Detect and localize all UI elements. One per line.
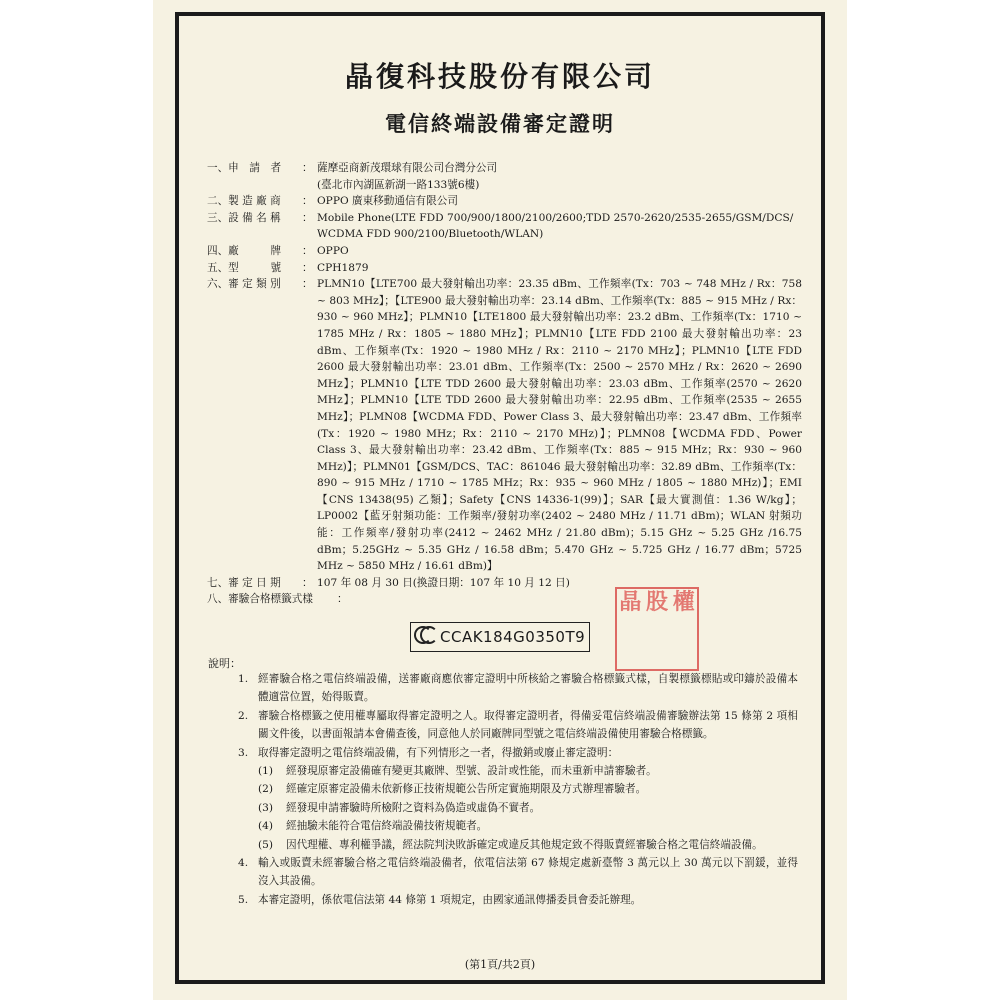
field-label: 五、型 號 (207, 261, 282, 274)
document-title: 電信終端設備審定證明 (385, 112, 615, 136)
field-value: PLMN10【LTE700 最大發射輸出功率：23.35 dBm、工作頻率(Tx：703 ~ 748 MHz / Rx：758 ~ 803 MHz】；【LTE900 最大發射輸出功率：23.14 dBm、工作頻率(Tx：885 ~ 915 MHz / Rx：930 ~ 960 MHz】；PLMN10【LTE1800 最大發射輸出功率：23.2 dBm、工作頻率(Tx：1710 ~ 1785 MHz / Rx：1805 ~ 1880 MHz】；PLMN10【LTE FDD 2100 最大發射輸出功率：23 dBm、工作頻率(Tx：1920 ~ 1980 MHz / Rx：2110 ~ 2170 MHz】；PLMN10【LTE FDD 2600 最大發射輸出功率：23.01 dBm、工作頻率(Tx：2500 ~ 2570 MHz / Rx：2620 ~ 2690 MHz】；PLMN10【LTE TDD 2600 最大發射輸出功率：23.03 dBm、工作頻率(2570 ~ 2620 MHz】；PLMN10【LTE TDD 2600 最大發射輸出功率：22.95 dBm、工作頻率(2535 ~ 2655 MHz】；PLMN08【WCDMA FDD、Power Class 3、最大發射輸出功率：23.47 dBm、工作頻率(Tx：1920 ~ 1980 MHz；Rx：2110 ~ 2170 MHz)】；PLMN08【WCDMA FDD、Power Class 3、最大發射輸出功率：23.42 dBm、工作頻率(Tx：885 ~ 915 MHz；Rx：930 ~ 960 MHz)】；PLMN01【GSM/DCS、TAC：861046 最大發射輸出功率：32.89 dBm、工作頻率(Tx：890 ~ 915 MHz / 1710 ~ 1785 MHz；Rx：935 ~ 960 MHz / 1805 ~ 1880 MHz)】；EMI【CNS 13438(95) 乙類】；Safety【CNS 14336-1(99)】；SAR【最大實測值：1.36 W/kg】；LP0002【藍牙射頻功能：工作頻率/發射功率(2402 ~ 2480 MHz / 11.71 dBm)；WLAN 射頻功能：工作頻率/發射功率(2412 ~ 2462 MHz / 21.80 dBm)；5.15 GHz ~ 5.25 GHz /16.75 dBm；5.25GHz ~ 5.35 GHz / 16.58 dBm；5.470 GHz ~ 5.725 GHz / 16.77 dBm；5725 MHz ~ 5850 MHz / 16.61 dBm)】 (317, 278, 802, 573)
note-text: 輸入或販賣未經審驗合格之電信終端設備者，依電信法第 67 條規定處新臺幣 3 萬元以上 30 萬元以下罰鍰，並得沒入其設備。 (258, 857, 798, 888)
seal-char: 晶 (619, 589, 642, 615)
field-separator: ： (337, 593, 348, 606)
field-row-model (207, 260, 802, 277)
field-row-category (207, 276, 802, 575)
note-item (238, 744, 798, 762)
subnote-number: (4) (258, 820, 274, 833)
field-separator: ： (302, 162, 313, 174)
field-label: 七、審 定 日 期 (207, 576, 281, 589)
note-number: 3. (238, 746, 249, 759)
subnote-item (258, 836, 798, 854)
field-label: 一、申 請 者 (207, 162, 282, 174)
subnote-number: (2) (258, 783, 274, 796)
note-item (238, 854, 798, 891)
subnote-text: 經確定原審定設備未依新修正技術規範公告所定實施期限及方式辦理審驗者。 (286, 783, 647, 796)
subnote-item (258, 817, 798, 835)
subnote-text: 經發現原審定設備確有變更其廠牌、型號、設計或性能，而未重新申請審驗者。 (286, 765, 657, 778)
subnote-text: 經抽驗未能符合電信終端設備技術規範者。 (286, 820, 488, 833)
seal-char: 權 (672, 589, 695, 615)
note-text: 取得審定證明之電信終端設備，有下列情形之一者，得撤銷或廢止審定證明： (258, 746, 619, 759)
field-row-manufacturer (207, 193, 802, 210)
field-row-label-sample (207, 591, 802, 608)
note-text: 本審定證明，係依電信法第 44 條第 1 項規定，由國家通訊傳播委員會委託辦理。 (258, 893, 642, 906)
field-label: 二、製 造 廠 商 (207, 195, 281, 208)
note-number: 4. (238, 857, 249, 870)
subnote-text: 經發現申請審驗時所檢附之資料為偽造或虛偽不實者。 (286, 801, 541, 814)
subnote-text: 因代理權、專利權爭議，經法院判決敗訴確定或違反其他規定致不得販賣經審驗合格之電信終端設備。 (286, 838, 763, 851)
subnote-item (258, 799, 798, 817)
notes-heading: 說明： (208, 657, 241, 670)
field-value (352, 591, 802, 608)
approval-label-code: CCAK184G0350T9 (440, 628, 586, 646)
notes-list (238, 670, 798, 909)
field-separator: ： (302, 278, 313, 291)
subnote-number: (3) (258, 801, 274, 814)
field-label: 三、設 備 名 稱 (207, 211, 281, 224)
field-value: OPPO (317, 244, 349, 257)
subnote-number: (5) (258, 838, 274, 851)
field-list (207, 160, 802, 608)
ncc-cc-icon (414, 626, 436, 648)
field-separator: ： (302, 195, 313, 208)
field-label: 六、審 定 類 別 (207, 278, 281, 291)
field-value: OPPO 廣東移動通信有限公司 (317, 195, 458, 208)
field-separator: ： (302, 261, 313, 274)
field-label: 八、審驗合格標籤式樣 (207, 593, 313, 606)
field-separator: ： (302, 576, 313, 589)
approval-label-logo (410, 622, 590, 652)
field-row-applicant (207, 160, 802, 193)
note-text: 審驗合格標籤之使用權專屬取得審定證明之人。取得審定證明者，得備妥電信終端設備審驗辦法第 15 條第 2 項相關文件後，以書面報請本會備查後，同意他人於同廠牌同型號之電信終端設備使用審驗合格標籤。 (258, 709, 798, 741)
note-item (238, 670, 798, 707)
note-number: 5. (238, 893, 249, 906)
page-indicator: (第1頁/共2頁) (464, 958, 536, 971)
note-number: 1. (238, 673, 249, 685)
field-row-brand (207, 243, 802, 260)
field-value: Mobile Phone(LTE FDD 700/900/1800/2100/2600;TDD 2570-2620/2535-2655/GSM/DCS/ WCDMA FDD 900/2100/Bluetooth/WLAN) (317, 211, 794, 241)
seal-char: 股 (645, 589, 668, 615)
subnote-item (258, 762, 798, 780)
field-value: CPH1879 (317, 261, 369, 274)
field-separator: ： (302, 244, 313, 257)
field-separator: ： (302, 211, 313, 224)
note-item (238, 707, 798, 744)
field-row-approval-date (207, 575, 802, 592)
company-title: 晶復科技股份有限公司 (344, 60, 655, 93)
note-item (238, 891, 798, 909)
field-row-equipment-name (207, 210, 802, 243)
field-label: 四、廠 牌 (207, 244, 282, 257)
subnote-item (258, 780, 798, 798)
note-text: 經審驗合格之電信終端設備，送審廠商應依審定證明中所核給之審驗合格標籤式樣，自製標籤標貼或印鑄於設備本體適當位置，始得販賣。 (258, 673, 798, 704)
subnote-number: (1) (258, 765, 274, 778)
red-company-seal (615, 587, 699, 671)
field-value: 107 年 08 月 30 日(換證日期：107 年 10 月 12 日) (317, 576, 570, 589)
field-value: 薩摩亞商新茂環球有限公司台灣分公司 (臺北市內湖區新湖一路133號6樓) (317, 162, 498, 191)
note-number: 2. (238, 709, 249, 722)
